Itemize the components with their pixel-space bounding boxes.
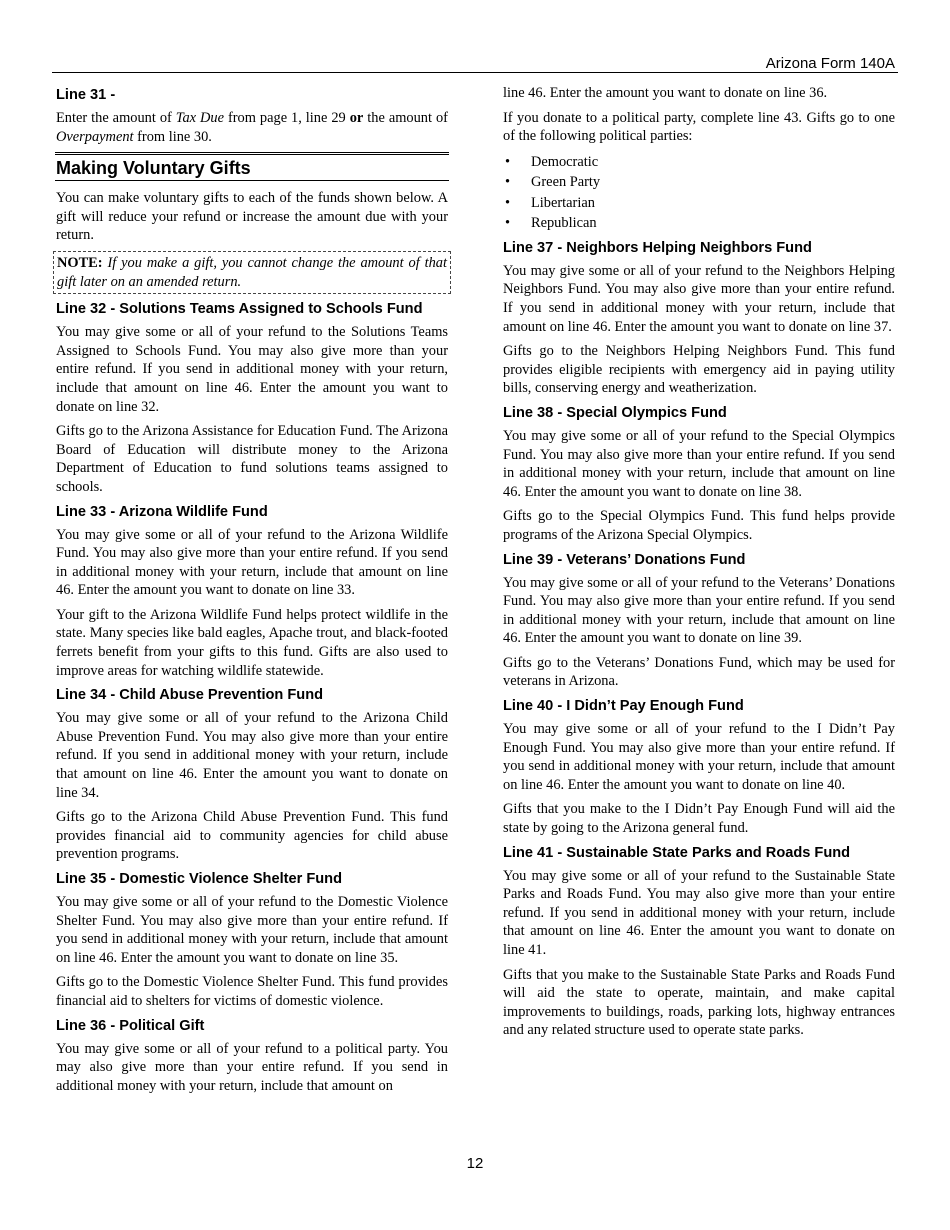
list-item: • Democratic <box>503 152 895 173</box>
line39-heading: Line 39 - Veterans’ Donations Fund <box>503 551 746 568</box>
line35-paragraph-2: Gifts go to the Domestic Violence Shelter Fund. This fund provides financial aid to shelters for victims of domestic violence. <box>56 974 448 1009</box>
list-item: • Green Party <box>503 172 895 193</box>
section-heading: Making Voluntary Gifts <box>55 152 449 181</box>
header-rule <box>52 72 898 73</box>
line37-paragraph-2: Gifts go to the Neighbors Helping Neighbors Fund. This fund provides eligible recipients with emergency aid in paying utility bills, conserving energy and weatherization. <box>503 343 895 397</box>
line34-paragraph-1: You may give some or all of your refund to the Arizona Child Abuse Prevention Fund. You may also give more than your entire refund. If you send in additional money with your return, include that amount on line 46. Enter the amount you want to donate on line 34. <box>56 710 448 801</box>
line33-paragraph-1: You may give some or all of your refund to the Arizona Wildlife Fund. You may also give more than your entire refund. If you send in additional money with your return, include that amount on line 46. Enter the amount you want to donate on line 33. <box>56 526 448 599</box>
line41-paragraph-2: Gifts that you make to the Sustainable State Parks and Roads Fund will aid the state to operate, maintain, and make capital improvements to buildings, roads, parking lots, highway entrances and any related structure used to operate state parks. <box>503 966 895 1039</box>
line34-paragraph-2: Gifts go to the Arizona Child Abuse Prevention Fund. This fund provides financial aid to community agencies for child abuse prevention programs. <box>56 809 448 863</box>
form-title: Arizona Form 140A <box>765 55 895 72</box>
line39-paragraph-2: Gifts go to the Veterans’ Donations Fund, which may be used for veterans in Arizona. <box>503 654 895 690</box>
list-item: • Republican <box>503 213 895 234</box>
line38-paragraph-1: You may give some or all of your refund to the Special Olympics Fund. You may also give more than your entire refund. If you send in additional money with your return, include that amount on line 46. Enter the amount you want to donate on line 38. <box>503 427 895 500</box>
line35-paragraph-1: You may give some or all of your refund to the Domestic Violence Shelter Fund. You may also give more than your entire refund. If you send in additional money with your return, include that amount on line 46. Enter the amount you want to donate on line 35. <box>56 894 448 966</box>
line41-heading: Line 41 - Sustainable State Parks and Roads Fund <box>503 844 851 861</box>
line38-paragraph-2: Gifts go to the Special Olympics Fund. This fund helps provide programs of the Arizona Special Olympics. <box>503 508 895 543</box>
line33-heading: Line 33 - Arizona Wildlife Fund <box>56 503 268 520</box>
note-text: If you make a gift, you cannot change the amount of that gift later on an amended return. <box>57 254 447 290</box>
left-column <box>56 84 448 1101</box>
line34-heading: Line 34 - Child Abuse Prevention Fund <box>56 687 324 704</box>
line31-text: Enter the amount of Tax Due from page 1, line 29 or the amount of Overpayment from line 30. <box>56 110 448 145</box>
party-list <box>503 152 895 234</box>
line39-paragraph-1: You may give some or all of your refund to the Veterans’ Donations Fund. You may also give more than your entire refund. If you send in additional money with your return, include that amount on line 46. Enter the amount you want to donate on line 39. <box>503 574 895 647</box>
line32-heading: Line 32 - Solutions Teams Assigned to Schools Fund <box>56 301 423 318</box>
line31-heading: Line 31 - <box>56 87 116 103</box>
line32-paragraph-1: You may give some or all of your refund to the Solutions Teams Assigned to Schools Fund. You may also give more than your entire refund. If you send in additional money with your return, include that amount on line 46. Enter the amount you want to donate on line 32. <box>56 324 448 415</box>
note-label: NOTE: <box>57 254 103 271</box>
page-number: 12 <box>466 1155 484 1172</box>
line33-paragraph-2: Your gift to the Arizona Wildlife Fund helps protect wildlife in the state. Many species like bald eagles, Apache trout, and black-footed ferrets benefit from your gifts to this fund. Gifts are also used to improve areas for watching wildlife statewide. <box>56 606 448 679</box>
line35-heading: Line 35 - Domestic Violence Shelter Fund <box>56 871 343 887</box>
line40-heading: Line 40 - I Didn’t Pay Enough Fund <box>503 698 744 715</box>
line40-paragraph-1: You may give some or all of your refund to the I Didn’t Pay Enough Fund. You may also give more than your entire refund. If you send in additional money with your return, include that amount on line 46. Enter the amount you want to donate on line 40. <box>503 721 895 793</box>
line41-paragraph-1: You may give some or all of your refund to the Sustainable State Parks and Roads Fund. You may also give more than your entire refund. If you send in additional money with your return, include that amount on line 46. Enter the amount you want to donate on line 41. <box>503 867 895 958</box>
line36-paragraph-1: You may give some or all of your refund to a political party. You may also give more than your entire refund. If you send in additional money with your return, include that amount on <box>56 1040 448 1094</box>
line36-paragraph-2: If you donate to a political party, complete line 43. Gifts go to one of the following political parties: <box>503 109 895 145</box>
line32-paragraph-2: Gifts go to the Arizona Assistance for Education Fund. The Arizona Board of Education will distribute money to the Arizona Department of Education to fund solutions teams assigned to schools. <box>56 423 448 495</box>
line37-paragraph-1: You may give some or all of your refund to the Neighbors Helping Neighbors Fund. You may also give more than your entire refund. If you send in additional money with your return, include that amount on line 46. Enter the amount you want to donate on line 37. <box>503 262 895 335</box>
note-box <box>53 251 451 294</box>
line36-heading: Line 36 - Political Gift <box>56 1017 205 1034</box>
intro-text: You can make voluntary gifts to each of the funds shown below. A gift will reduce your refund or increase the amount due with your return. <box>56 190 448 244</box>
right-column <box>503 84 895 1046</box>
line36-continued: line 46. Enter the amount you want to donate on line 36. <box>503 85 828 101</box>
list-item: • Libertarian <box>503 193 895 214</box>
line38-heading: Line 38 - Special Olympics Fund <box>503 404 727 421</box>
line37-heading: Line 37 - Neighbors Helping Neighbors Fund <box>503 239 812 256</box>
line40-paragraph-2: Gifts that you make to the I Didn’t Pay Enough Fund will aid the state by going to the Arizona general fund. <box>503 801 895 837</box>
